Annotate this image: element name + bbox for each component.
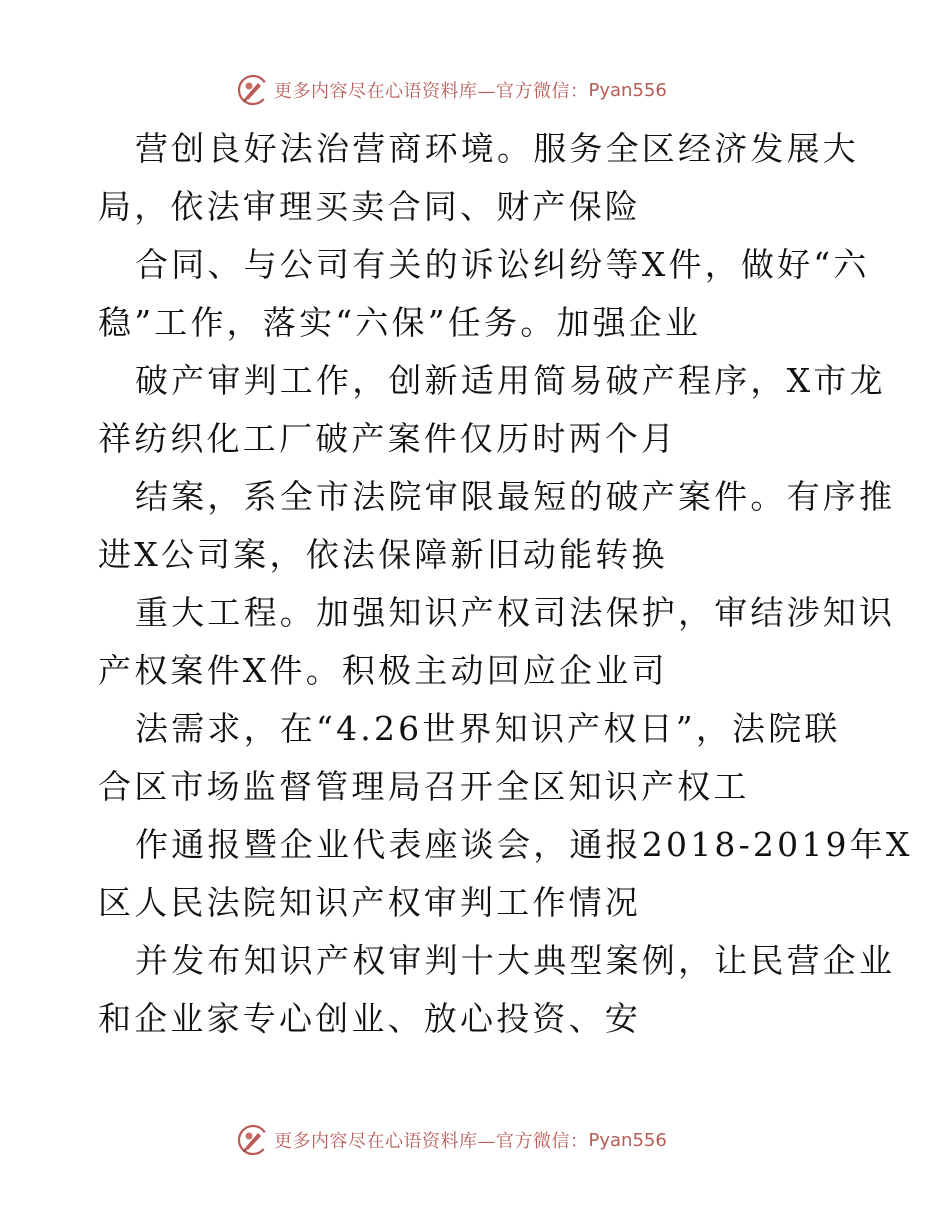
paragraph — [98, 352, 886, 468]
paragraph-line: 重大工程。加强知识产权司法保护，审结涉知识 — [135, 593, 896, 632]
watermark-wechat-id: Pyan556 — [588, 1129, 667, 1151]
paragraph — [98, 816, 913, 932]
watermark-text: 更多内容尽在心语资料库—官方微信： — [274, 81, 589, 102]
paragraph-line: 法需求，在“4.26世界知识产权日”，法院联 — [135, 709, 841, 748]
paragraph-line: 局，依法审理买卖合同、财产保险 — [98, 187, 641, 226]
paragraph-line: 并发布知识产权审判十大典型案例，让民营企业 — [135, 941, 896, 980]
paragraph-line: 和企业家专心创业、放心投资、安 — [98, 999, 641, 1038]
paragraph — [98, 932, 896, 1048]
paragraph-line: 祥纺织化工厂破产案件仅历时两个月 — [98, 419, 678, 458]
watermark-text: 更多内容尽在心语资料库—官方微信： — [274, 1131, 589, 1152]
paragraph-line: 结案，系全市法院审限最短的破产案件。有序推 — [135, 477, 896, 516]
paragraph-line: 营创良好法治营商环境。服务全区经济发展大 — [135, 129, 859, 168]
paragraph-line: 进X公司案，依法保障新旧动能转换 — [98, 535, 668, 574]
paragraph — [98, 468, 896, 584]
document-body — [98, 120, 913, 1048]
paragraph-line: 破产审判工作，创新适用简易破产程序，X市龙 — [135, 361, 886, 400]
paragraph-line: 合同、与公司有关的诉讼纠纷等X件，做好“六 — [135, 245, 870, 284]
paragraph-line: 区人民法院知识产权审判工作情况 — [98, 883, 641, 922]
pen-logo-icon — [236, 73, 270, 107]
paragraph-line: 合区市场监督管理局召开全区知识产权工 — [98, 767, 750, 806]
header-watermark — [236, 72, 667, 108]
pen-logo-icon — [236, 1123, 270, 1157]
watermark-wechat-id: Pyan556 — [588, 79, 667, 101]
paragraph — [98, 700, 858, 816]
paragraph-line: 稳”工作，落实“六保”任务。加强企业 — [98, 303, 702, 342]
paragraph-line: 作通报暨企业代表座谈会，通报2018-2019年X — [135, 825, 913, 864]
paragraph — [98, 584, 896, 700]
paragraph-line: 产权案件X件。积极主动回应企业司 — [98, 651, 668, 690]
paragraph — [98, 236, 870, 352]
paragraph — [98, 120, 858, 236]
footer-watermark — [236, 1122, 667, 1158]
